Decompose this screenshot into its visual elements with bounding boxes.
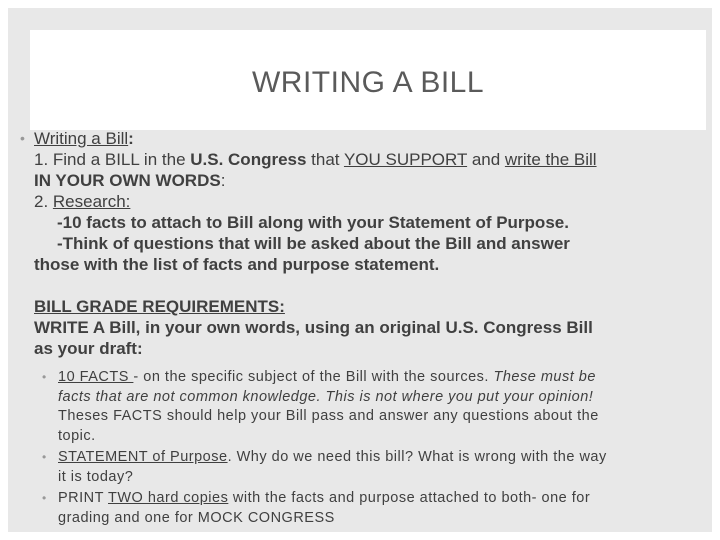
bullet-dot-icon: • xyxy=(42,450,47,464)
requirements-line-2: as your draft: xyxy=(34,339,143,358)
bullet-dot-icon: • xyxy=(20,130,25,146)
step-1-line: 1. Find a BILL in the U.S. Congress that YOU SUPPORT and write the Bill xyxy=(34,150,597,169)
research-item-questions: -Think of questions that will be asked about the Bill and answer xyxy=(57,234,570,253)
slide-title: WRITING A BILL xyxy=(251,66,485,99)
list-item-statement: • STATEMENT of Purpose. Why do we need this bill? What is wrong with the way it is today? xyxy=(42,449,607,485)
research-item-questions-cont: those with the list of facts and purpose statement. xyxy=(34,255,440,274)
title-box xyxy=(30,30,706,130)
research-item-facts: -10 facts to attach to Bill along with your Statement of Purpose. xyxy=(57,213,569,232)
bullet-heading: Writing a Bill: xyxy=(34,129,134,148)
step-1-line-2: IN YOUR OWN WORDS: xyxy=(34,171,226,190)
bullet-dot-icon: • xyxy=(42,370,47,384)
bullet-dot-icon: • xyxy=(42,491,47,505)
requirements-section xyxy=(34,296,710,359)
step-2-line: 2. Research: xyxy=(34,192,131,211)
requirements-line-1: WRITE A Bill, in your own words, using an original U.S. Congress Bill xyxy=(34,318,593,337)
list-item-facts: • 10 FACTS - on the specific subject of the Bill with the sources. These must be facts that are not common knowledge. This is not where you put your opinion! Theses FACTS should help your Bill pass and answer any questions about the topic. xyxy=(42,369,599,444)
list-item-print: • PRINT TWO hard copies with the facts and purpose attached to both- one for grading and one for MOCK CONGRESS xyxy=(42,490,591,526)
bullet-writing-a-bill xyxy=(20,128,710,528)
requirements-heading: BILL GRADE REQUIREMENTS: xyxy=(34,297,285,316)
requirements-list xyxy=(34,368,710,528)
slide-body xyxy=(20,128,710,528)
